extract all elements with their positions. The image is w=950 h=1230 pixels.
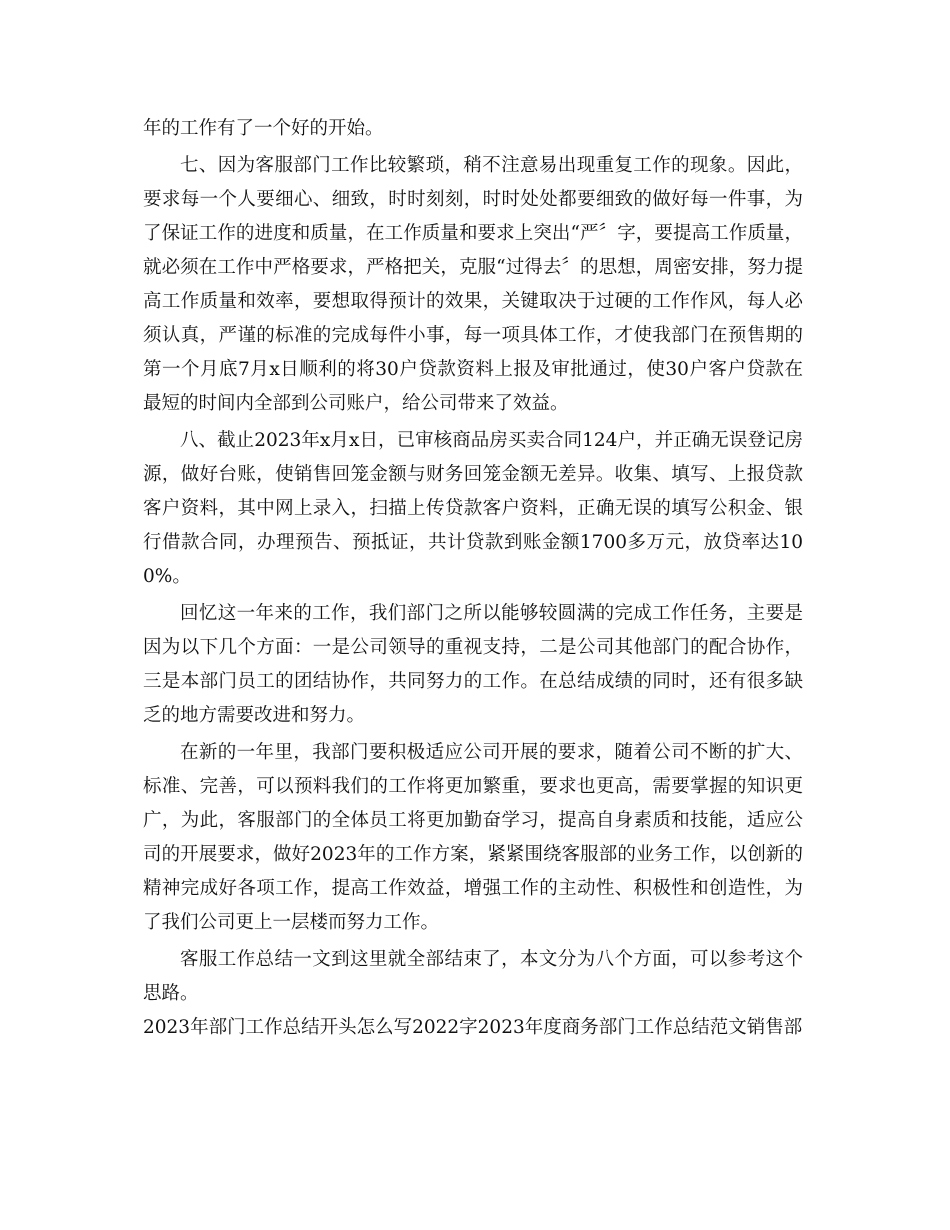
paragraph-section-eight: 八、截止2023年x月x日，已审核商品房买卖合同124户，并正确无误登记房源，做好台账，使销售回笼金额与财务回笼金额无差异。收集、填写、上报贷款客户资料，其中网上录入，扫描上传贷款客户资料，正确无误的填写公积金、银行借款合同，办理预告、预抵证，共计贷款到账金额1700多万元，放贷率达100%。 — [143, 430, 803, 587]
related-articles-line: 2023年部门工作总结开头怎么写2022字2023年度商务部门工作总结范文销售部 — [143, 1017, 803, 1038]
paragraph-review: 回忆这一年来的工作，我们部门之所以能够较圆满的完成工作任务，主要是因为以下几个方面：一是公司领导的重视支持，二是公司其他部门的配合协作，三是本部门员工的团结协作，共同努力的工作。在总结成绩的同时，还有很多缺乏的地方需要改进和努力。 — [143, 603, 803, 726]
paragraph-section-seven: 七、因为客服部门工作比较繁琐，稍不注意易出现重复工作的现象。因此，要求每一个人要细心、细致，时时刻刻，时时处处都要细致的做好每一件事，为了保证工作的进度和质量，在工作质量和要求上突出“严〞字，要提高工作质量，就必须在工作中严格要求，严格把关，克服“过得去〞的思想，周密安排，努力提高工作质量和效率，要想取得预计的效果，关键取决于过硬的工作作风，每人必须认真，严谨的标准的完成每件小事，每一项具体工作，才使我部门在预售期的第一个月底7月x日顺利的将30户贷款资料上报及审批通过，使30户客户贷款在最短的时间内全部到公司账户，给公司带来了效益。 — [143, 155, 803, 414]
paragraph-continuation: 年的工作有了一个好的开始。 — [143, 118, 384, 139]
paragraph-conclusion: 客服工作总结一文到这里就全部结束了，本文分为八个方面，可以参考这个思路。 — [143, 949, 803, 1004]
document-body — [143, 112, 803, 1045]
paragraph-new-year: 在新的一年里，我部门要积极适应公司开展的要求，随着公司不断的扩大、标准、完善，可以预料我们的工作将更加繁重，要求也更高，需要掌握的知识更广，为此，客服部门的全体员工将更加勤奋学习，提高自身素质和技能，适应公司的开展要求，做好2023年的工作方案，紧紧围绕客服部的业务工作，以创新的精神完成好各项工作，提高工作效益，增强工作的主动性、积极性和创造性，为了我们公司更上一层楼而努力工作。 — [143, 742, 803, 933]
